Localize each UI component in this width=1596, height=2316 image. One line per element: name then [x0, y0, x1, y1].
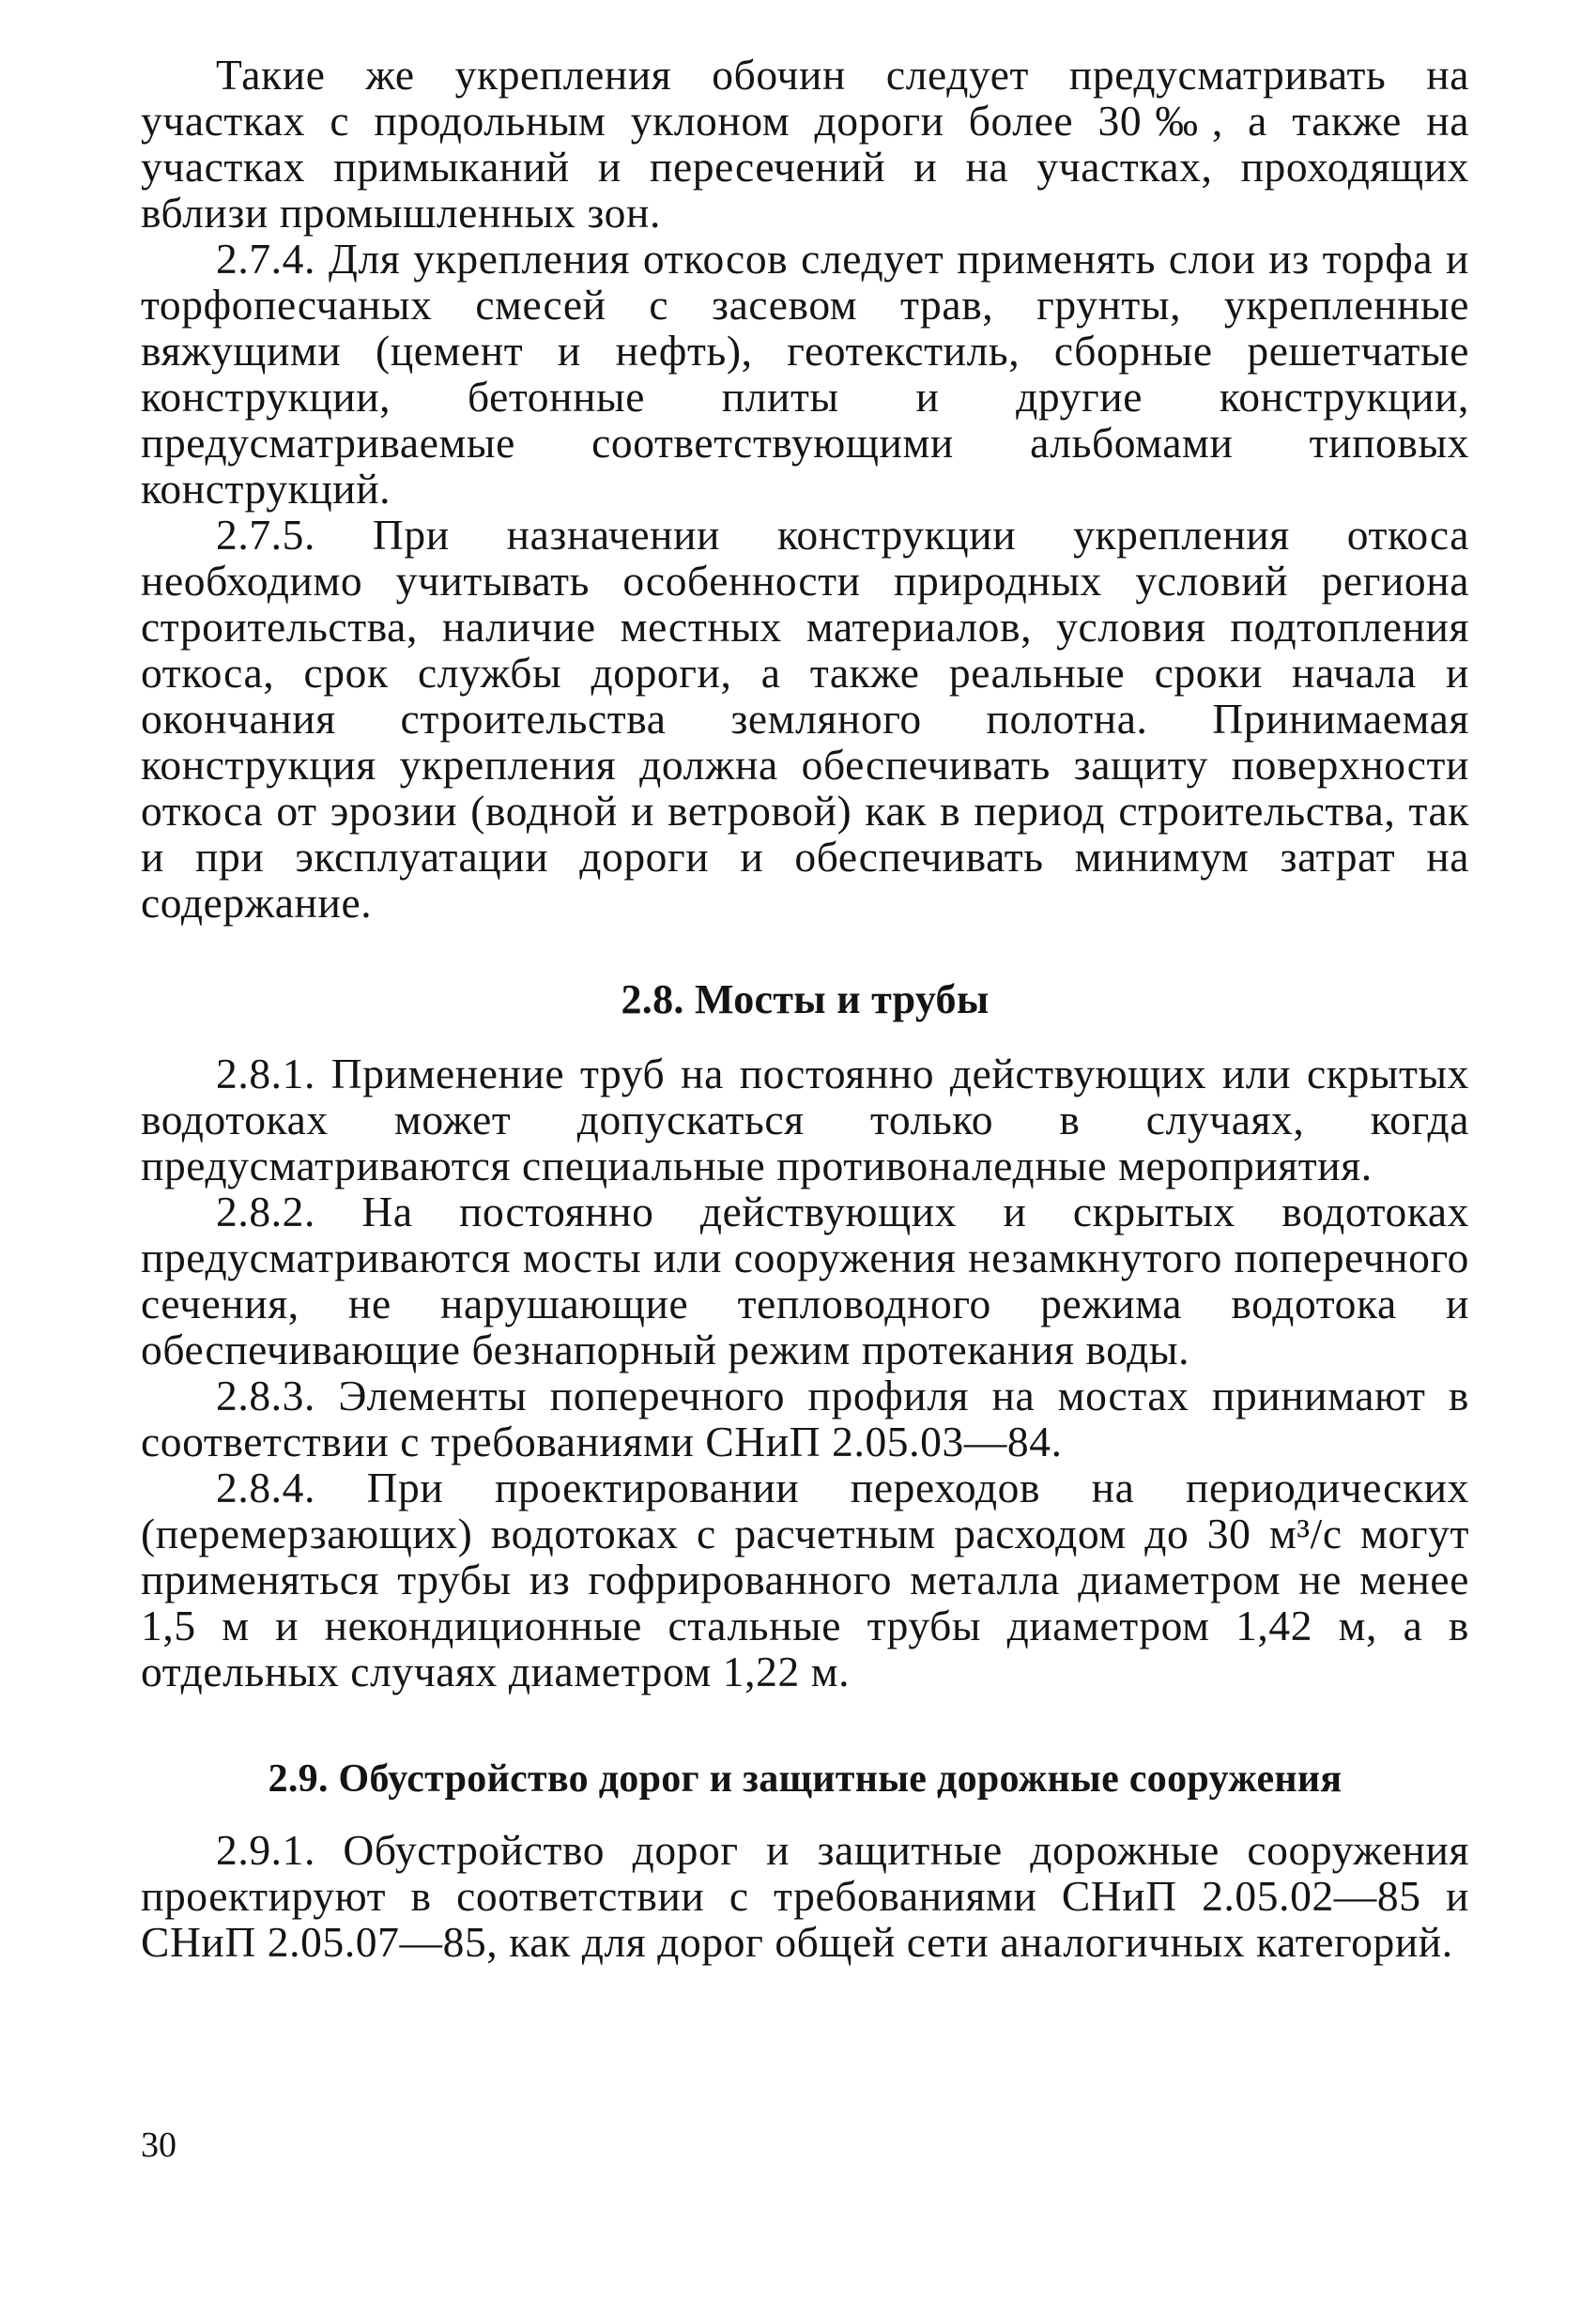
document-page — [141, 52, 1469, 1965]
paragraph-2-8-1: 2.8.1. Применение труб на постоянно действующих или скрытых водотоках может допускаться только в случаях, когда предусматриваются специальные противоналедные мероприятия. — [141, 1050, 1469, 1189]
page-number: 30 — [141, 2125, 176, 2165]
section-heading-bridges-pipes: 2.8. Мосты и трубы — [621, 976, 990, 1022]
paragraph-2-9-1: 2.9.1. Обустройство дорог и защитные дорожные сооружения проектируют в соответствии с требованиями СНиП 2.05.02—85 и СНиП 2.05.07—85, как для дорог общей сети аналогичных категорий. — [141, 1826, 1469, 1966]
paragraph-2-7-5: 2.7.5. При назначении конструкции укрепления откоса необходимо учитывать особенности природных условий региона строительства, наличие местных материалов, условия подтопления откоса, срок службы дороги, а также реальные сроки начала и окончания строительства земляного полотна. Принимаемая конструкция укрепления должна обеспечивать защиту поверхности откоса от эрозии (водной и ветровой) как в период строительства, так и при эксплуатации дороги и обеспечивать минимум затрат на содержание. — [141, 511, 1469, 927]
paragraph-2-8-2: 2.8.2. На постоянно действующих и скрытых водотоках предусматриваются мосты или сооружения незамкнутого поперечного сечения, не нарушающие тепловодного режима водотока и обеспечивающие безнапорный режим протекания воды. — [141, 1188, 1469, 1373]
paragraph-2-7-4: 2.7.4. Для укрепления откосов следует применять слои из торфа и торфопесчаных смесей с засевом трав, грунты, укрепленные вяжущими (цемент и нефть), геотекстиль, сборные решетчатые конструкции, бетонные плиты и другие конструкции, предусматриваемые соответствующими альбомами типовых конструкций. — [141, 235, 1469, 513]
paragraph-shoulder-reinforcement: Такие же укрепления обочин следует предусматривать на участках с продольным уклоном дороги более 30‰, а также на участках примыканий и пересечений и на участках, проходящих вблизи промышленных зон. — [141, 51, 1469, 237]
paragraph-2-8-3: 2.8.3. Элементы поперечного профиля на мостах принимают в соответствии с требованиями СНиП 2.05.03—84. — [141, 1372, 1469, 1465]
section-heading-road-facilities: 2.9. Обустройство дорог и защитные дорожные сооружения — [268, 1757, 1343, 1801]
paragraph-2-8-4: 2.8.4. При проектировании переходов на периодических (перемерзающих) водотоках с расчетным расходом до 30 м³/с могут применяться трубы из гофрированного металла диаметром не менее 1,5 м и некондиционные стальные трубы диаметром 1,42 м, а в отдельных случаях диаметром 1,22 м. — [141, 1464, 1469, 1695]
